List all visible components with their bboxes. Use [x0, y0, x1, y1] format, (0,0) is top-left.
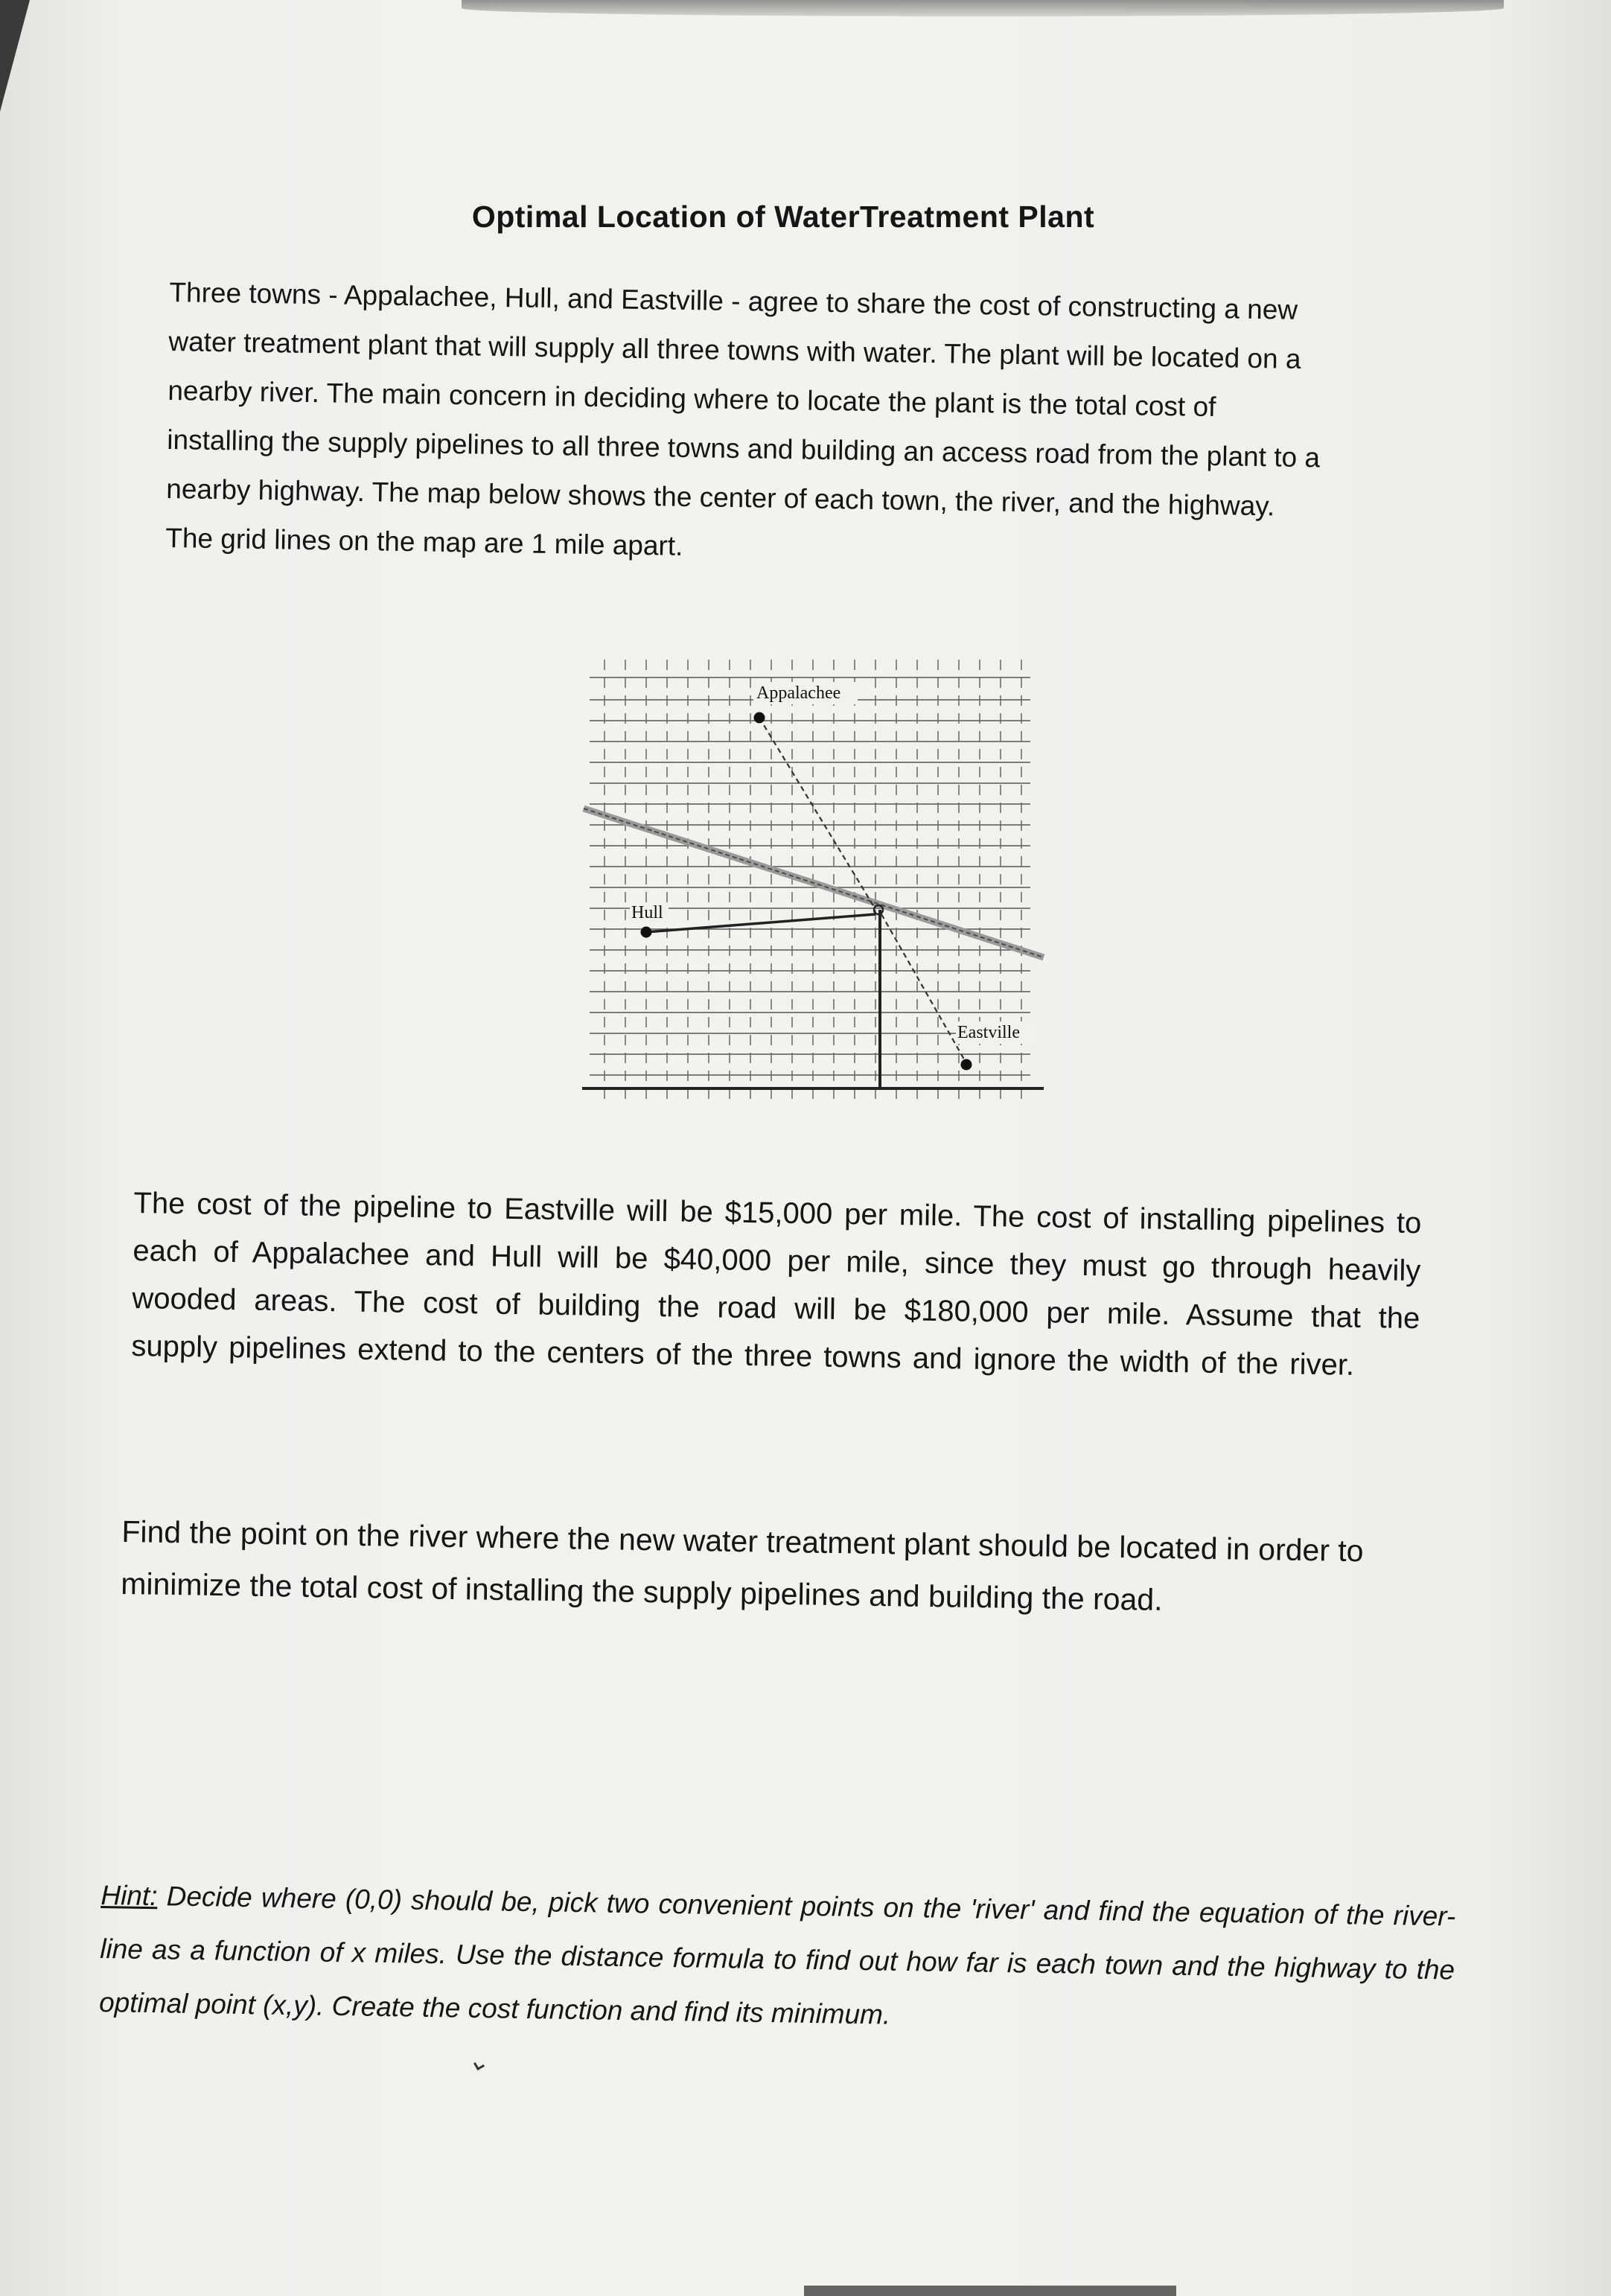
eastville-label: Eastville: [957, 1023, 1020, 1042]
hint-paragraph: [99, 1869, 1456, 2051]
hint-text: Decide where (0,0) should be, pick two convenient points on the 'river' and find the equation of the river-line as a function of x miles. Use the distance formula to find out how far is each town and the highway to the optimal point (x,y). Create the cost function and find its minimum.: [98, 1881, 1456, 2030]
pipeline-eastville: [881, 914, 966, 1063]
eastville-dot: [961, 1059, 972, 1071]
scan-corner-shadow: [0, 0, 30, 112]
hull-dot: [641, 927, 652, 938]
cost-paragraph: The cost of the pipeline to Eastville will be $15,000 per mile. The cost of installing pipelines to each of Appalachee and Hull will be $40,000 per mile, since they must go through heavily wooded areas. The cost of building the road will be $180,000 per mile. Assume that the supply pipelines extend to the centers of the three towns and ignore the width of the river.: [131, 1186, 1422, 1382]
appalachee-label: Appalachee: [756, 683, 841, 703]
river-texture: [584, 809, 1044, 957]
scan-bottom-edge: [804, 2286, 1176, 2296]
page-title: Optimal Location of WaterTreatment Plant: [471, 200, 1095, 234]
map-grid-horizontal: [590, 677, 1030, 1075]
question-paragraph: Find the point on the river where the new water treatment plant should be located in order to minimize the total cost of installing the supply pipelines and building the road.: [120, 1514, 1364, 1617]
scan-top-edge: [462, 0, 1504, 16]
hint-label: Hint:: [101, 1879, 158, 1912]
town-map: [575, 646, 1054, 1130]
pipeline-appalachee: [759, 718, 874, 907]
intro-paragraph: Three towns - Appalachee, Hull, and Eastville - agree to share the cost of constructing a new water treatment plant that will supply all three towns with water. The plant will be located on a nearby river. The main concern in deciding where to locate the plant is the total cost of installing the supply pipelines to all three towns and building an access road from the plant to a nearby highway. The map below shows the center of each town, the river, and the highway. The grid lines on the map are 1 mile apart.: [165, 276, 1321, 561]
appalachee-dot: [754, 712, 765, 724]
hull-label: Hull: [631, 903, 663, 922]
pen-mark: [473, 2059, 485, 2070]
